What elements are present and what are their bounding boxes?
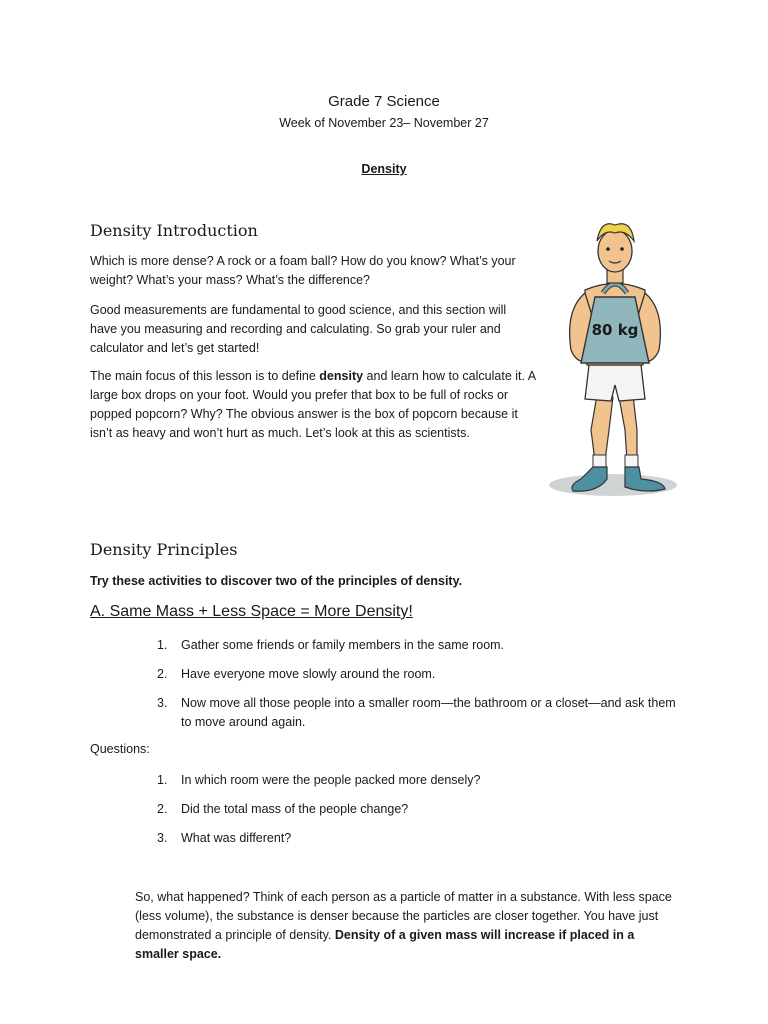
principles-heading: Density Principles	[90, 540, 238, 559]
list-number: 2.	[157, 802, 168, 816]
principle-a-heading: A. Same Mass + Less Space = More Density!	[90, 603, 413, 620]
list-text: Did the total mass of the people change?	[181, 802, 409, 816]
list-text: What was different?	[181, 831, 292, 845]
questions-label: Questions:	[90, 742, 150, 756]
intro-heading: Density Introduction	[90, 221, 258, 240]
list-item	[155, 636, 675, 655]
list-text: Now move all those people into a smaller room—the bathroom or a closet—and ask them to move around again.	[181, 696, 676, 729]
intro-p3-after: and learn how to calculate it. A large box drops on your foot. Would you prefer that box to be full of rocks or popped popcorn? Why? The obvious answer is the box of popcorn because it isn’t as heavy and won’t hurt as much. Let’s look at this as scientists.	[90, 369, 536, 440]
list-text: Have everyone move slowly around the room.	[181, 667, 436, 681]
principles-instruction: Try these activities to discover two of the principles of density.	[90, 574, 463, 588]
activity-steps	[155, 636, 675, 742]
list-item	[155, 665, 675, 684]
list-text: Gather some friends or family members in the same room.	[181, 638, 505, 652]
intro-paragraph-3	[90, 367, 540, 443]
closing-text: So, what happened? Think of each person as a particle of matter in a substance. With less space (less volume), the substance is denser because the particles are closer together. You have just demonstrated a principle of density.	[135, 890, 672, 942]
topic-heading: Density	[361, 162, 407, 176]
intro-paragraph-2: Good measurements are fundamental to good science, and this section will have you measuring and recording and calculating. So grab your ruler and calculator and let’s get started!	[90, 303, 507, 355]
list-item	[155, 800, 675, 819]
closing-bold-text: Density of a given mass will increase if placed in a smaller space.	[135, 928, 635, 961]
list-item	[155, 829, 675, 848]
intro-p3-bold: density	[319, 369, 364, 383]
intro-p3-before: The main focus of this lesson is to define	[90, 369, 320, 383]
strongman-illustration	[545, 215, 685, 500]
question-list	[155, 771, 675, 858]
list-number: 1.	[157, 638, 168, 652]
week-range: Week of November 23– November 27	[279, 116, 489, 130]
list-number: 2.	[157, 667, 168, 681]
list-number: 3.	[157, 696, 168, 710]
closing-paragraph	[135, 888, 680, 964]
list-number: 3.	[157, 831, 168, 845]
list-text: In which room were the people packed more densely?	[181, 773, 481, 787]
intro-paragraph-1: Which is more dense? A rock or a foam ball? How do you know? What’s your weight? What’s your mass? What’s the difference?	[90, 254, 516, 287]
list-item	[155, 771, 675, 790]
weight-label: 80 kg	[591, 321, 639, 339]
list-number: 1.	[157, 773, 168, 787]
document-title: Grade 7 Science	[328, 93, 440, 110]
list-item	[155, 694, 681, 732]
